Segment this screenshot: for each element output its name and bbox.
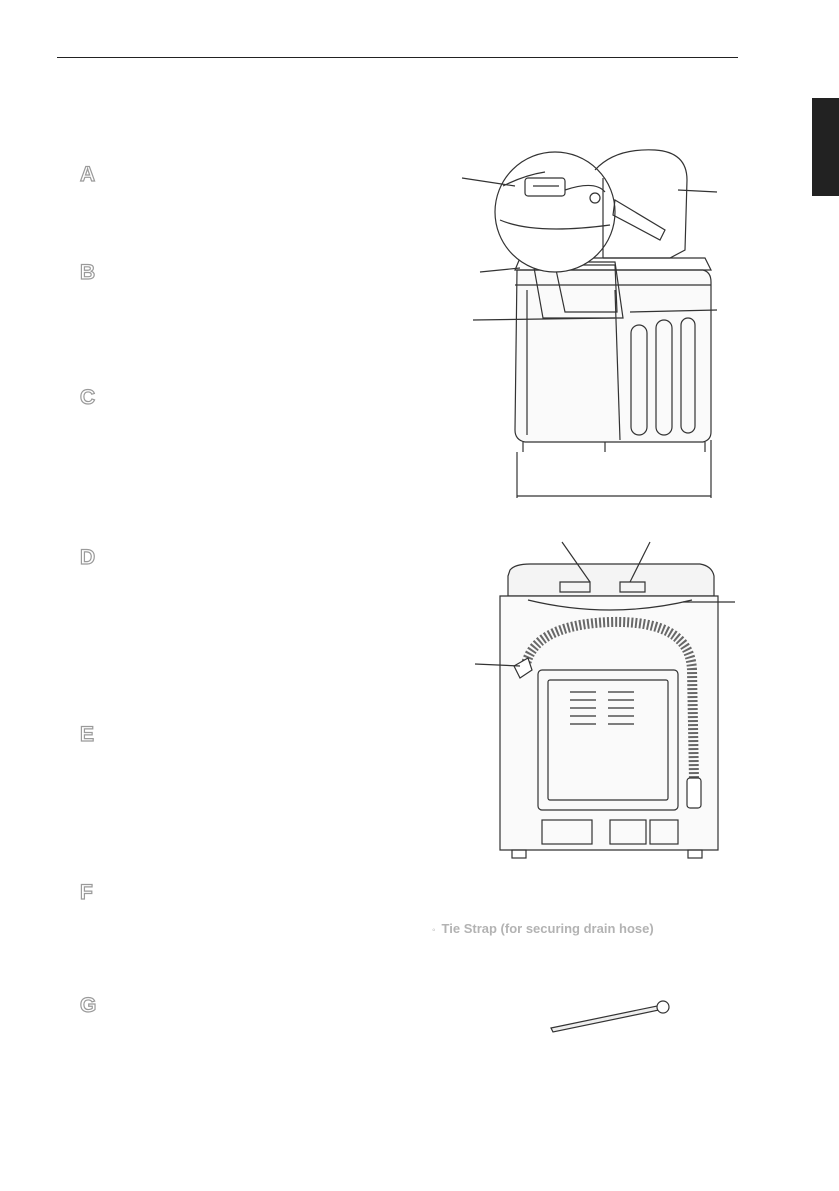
section-letter-b: B [80, 261, 96, 284]
tie-strap-label: Tie Strap (for securing drain hose) [441, 921, 654, 936]
section-letter-d: D [80, 546, 96, 569]
language-tab [812, 98, 839, 196]
header-rule [57, 57, 738, 58]
bullet-icon: ◦ [432, 925, 436, 936]
section-letter-a: A [80, 163, 96, 186]
tie-strap-illustration [545, 998, 675, 1034]
washer-rear-illustration [470, 540, 735, 870]
washer-front-illustration [455, 140, 725, 515]
section-letter-c: C [80, 386, 96, 409]
section-letter-f: F [80, 881, 93, 904]
accessory-tie-strap [432, 921, 654, 936]
section-letter-g: G [80, 994, 97, 1017]
section-letter-e: E [80, 723, 95, 746]
